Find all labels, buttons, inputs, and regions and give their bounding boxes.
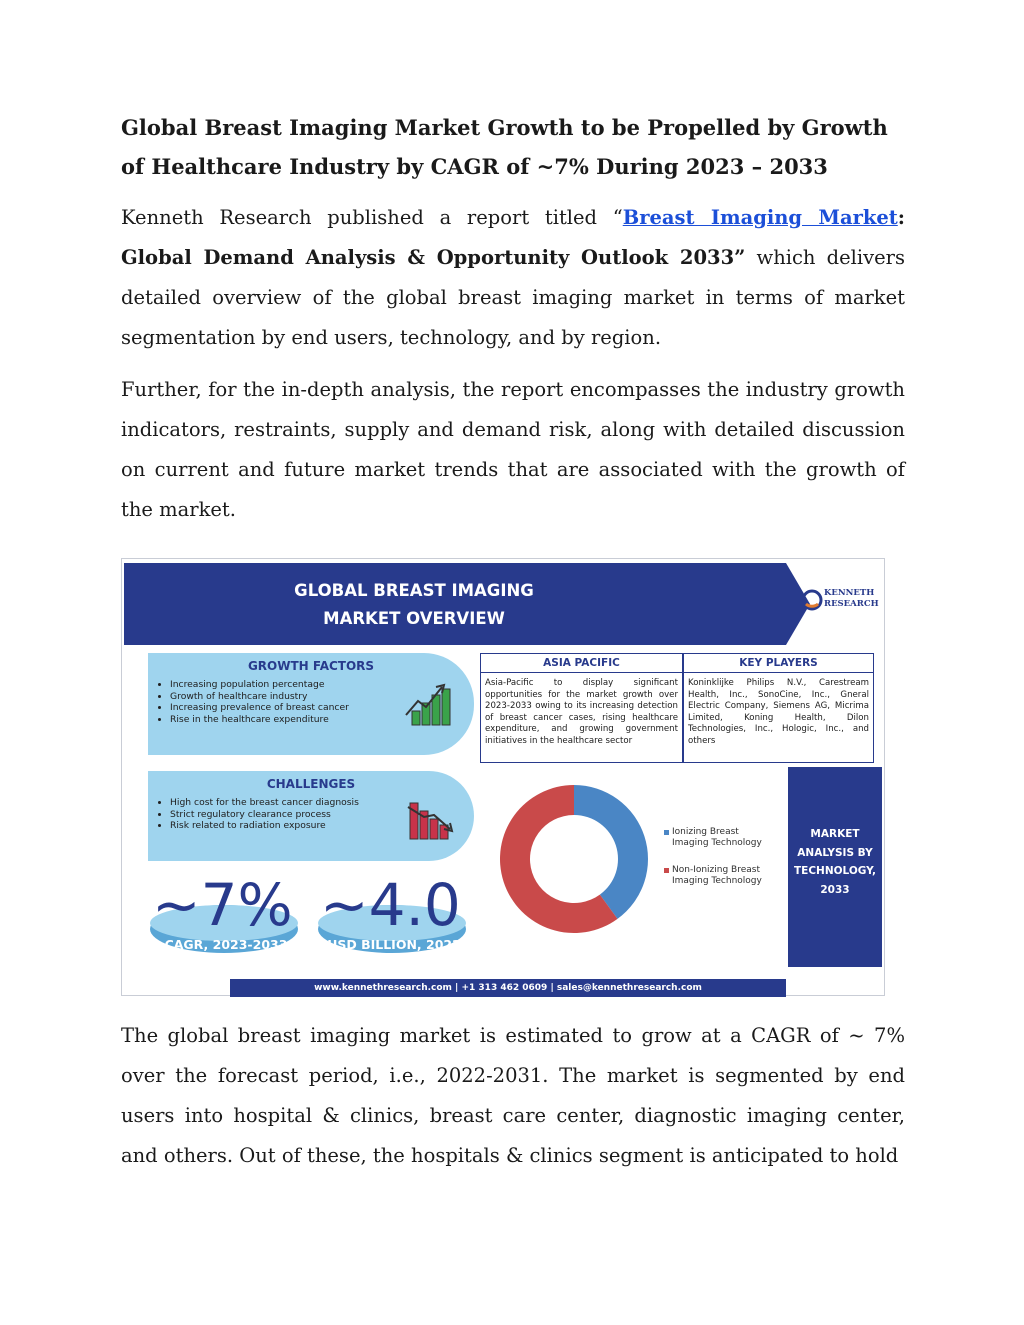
logo-text	[824, 588, 879, 610]
donut-slice-ionizing	[574, 785, 648, 919]
challenges-title: CHALLENGES	[266, 777, 356, 791]
intro-text-end: which delivers detailed overview of the global breast imaging market in terms of market segmentation by end users, technology, and by region.	[121, 246, 905, 349]
banner-title-line2: MARKET OVERVIEW	[323, 609, 505, 628]
contact-footer: www.kennethresearch.com | +1 313 462 0609 | sales@kennethresearch.com	[230, 979, 786, 997]
growth-factors-panel	[148, 653, 474, 755]
market-infographic	[121, 558, 885, 996]
legend-item-non-ionizing	[672, 865, 762, 887]
logo-line2: RESEARCH	[824, 599, 879, 609]
report-link[interactable]: Breast Imaging Market	[622, 206, 898, 229]
legend-swatch-non-ionizing	[664, 868, 669, 873]
list-item: • Rise in the healthcare expenditure	[170, 714, 390, 726]
growth-factors-list	[156, 679, 390, 725]
document-page-lower	[121, 1016, 905, 1176]
document-page	[121, 108, 905, 530]
asia-pacific-title: ASIA PACIFIC	[481, 654, 682, 673]
list-item: • Strict regulatory clearance process	[170, 809, 390, 821]
key-players-title: KEY PLAYERS	[684, 654, 873, 673]
challenges-list	[156, 797, 390, 832]
list-item: • High cost for the breast cancer diagnosis	[170, 797, 390, 809]
page-title: Global Breast Imaging Market Growth to be Propelled by Growth of Healthcare Industry by CAGR of ~7% During 2023 – 2033	[121, 115, 888, 179]
legend-swatch-ionizing	[664, 830, 669, 835]
list-item: • Risk related to radiation exposure	[170, 820, 390, 832]
technology-donut-chart	[484, 767, 788, 967]
challenges-panel	[148, 771, 474, 861]
logo-line1: KENNETH	[824, 588, 875, 598]
cagr-value: ~7%	[152, 871, 293, 939]
growth-factors-title: GROWTH FACTORS	[247, 659, 375, 673]
banner-title	[224, 577, 604, 633]
market-summary-paragraph: The global breast imaging market is estimated to grow at a CAGR of ~ 7% over the forecast period, i.e., 2022-2031. The market is segmented by end users into hospital & clinics, breast care center, diagnostic imaging center, and others. Out of these, the hospitals & clinics segment is anticipated to hold	[121, 1024, 905, 1167]
side-line3: TECHNOLOGY,	[793, 865, 877, 877]
list-item: • Increasing prevalence of breast cancer	[170, 702, 390, 714]
list-item: • Increasing population percentage	[170, 679, 390, 691]
legend-label-ionizing: Ionizing Breast Imaging Technology	[672, 827, 762, 848]
intro-text-start: Kenneth Research published a report titled “	[121, 206, 623, 229]
key-players-text: Koninklijke Philips N.V., Carestream Health, Inc., SonoCine, Inc., Gneral Electric Company, Siemens AG, Micrima Limited, Koning Health, Dilon Technologies, Inc., Hologic, Inc., and others	[688, 678, 869, 746]
asia-pacific-text: Asia-Pacific to display significant opportunities for the market growth over 2023-2033 owing to its increasing detection of breast cancer cases, rising healthcare expenditure, and growing government initiatives in the healthcare sector	[485, 678, 678, 746]
banner-title-line1: GLOBAL BREAST IMAGING	[294, 581, 534, 600]
side-line1: MARKET	[810, 828, 860, 840]
key-players-box	[683, 653, 874, 763]
overview-banner	[124, 563, 786, 645]
side-line2: ANALYSIS BY	[797, 846, 873, 859]
legend-label-non-ionizing: Non-Ionizing Breast Imaging Technology	[672, 865, 762, 886]
side-line4: 2033	[820, 883, 850, 896]
intro-paragraph	[121, 198, 905, 358]
decline-chart-icon	[384, 795, 462, 843]
market-size-value: ~4.0	[320, 871, 461, 939]
list-item: • Growth of healthcare industry	[170, 691, 390, 703]
legend-item-ionizing	[672, 827, 762, 849]
cagr-label: CAGR, 2023-2033	[164, 937, 288, 952]
market-size-label: USD BILLION, 2022	[327, 937, 461, 952]
asia-pacific-box	[480, 653, 683, 763]
technology-analysis-label	[788, 825, 882, 899]
growth-chart-icon	[384, 681, 462, 729]
report-title-rest: : Global Demand Analysis & Opportunity Outlook 2033”	[121, 206, 905, 269]
analysis-paragraph: Further, for the in-depth analysis, the report encompasses the industry growth indicators, restraints, supply and demand risk, along with detailed discussion on current and future market trends that are associated with the growth of the market.	[121, 378, 905, 521]
technology-analysis-panel	[788, 767, 882, 967]
